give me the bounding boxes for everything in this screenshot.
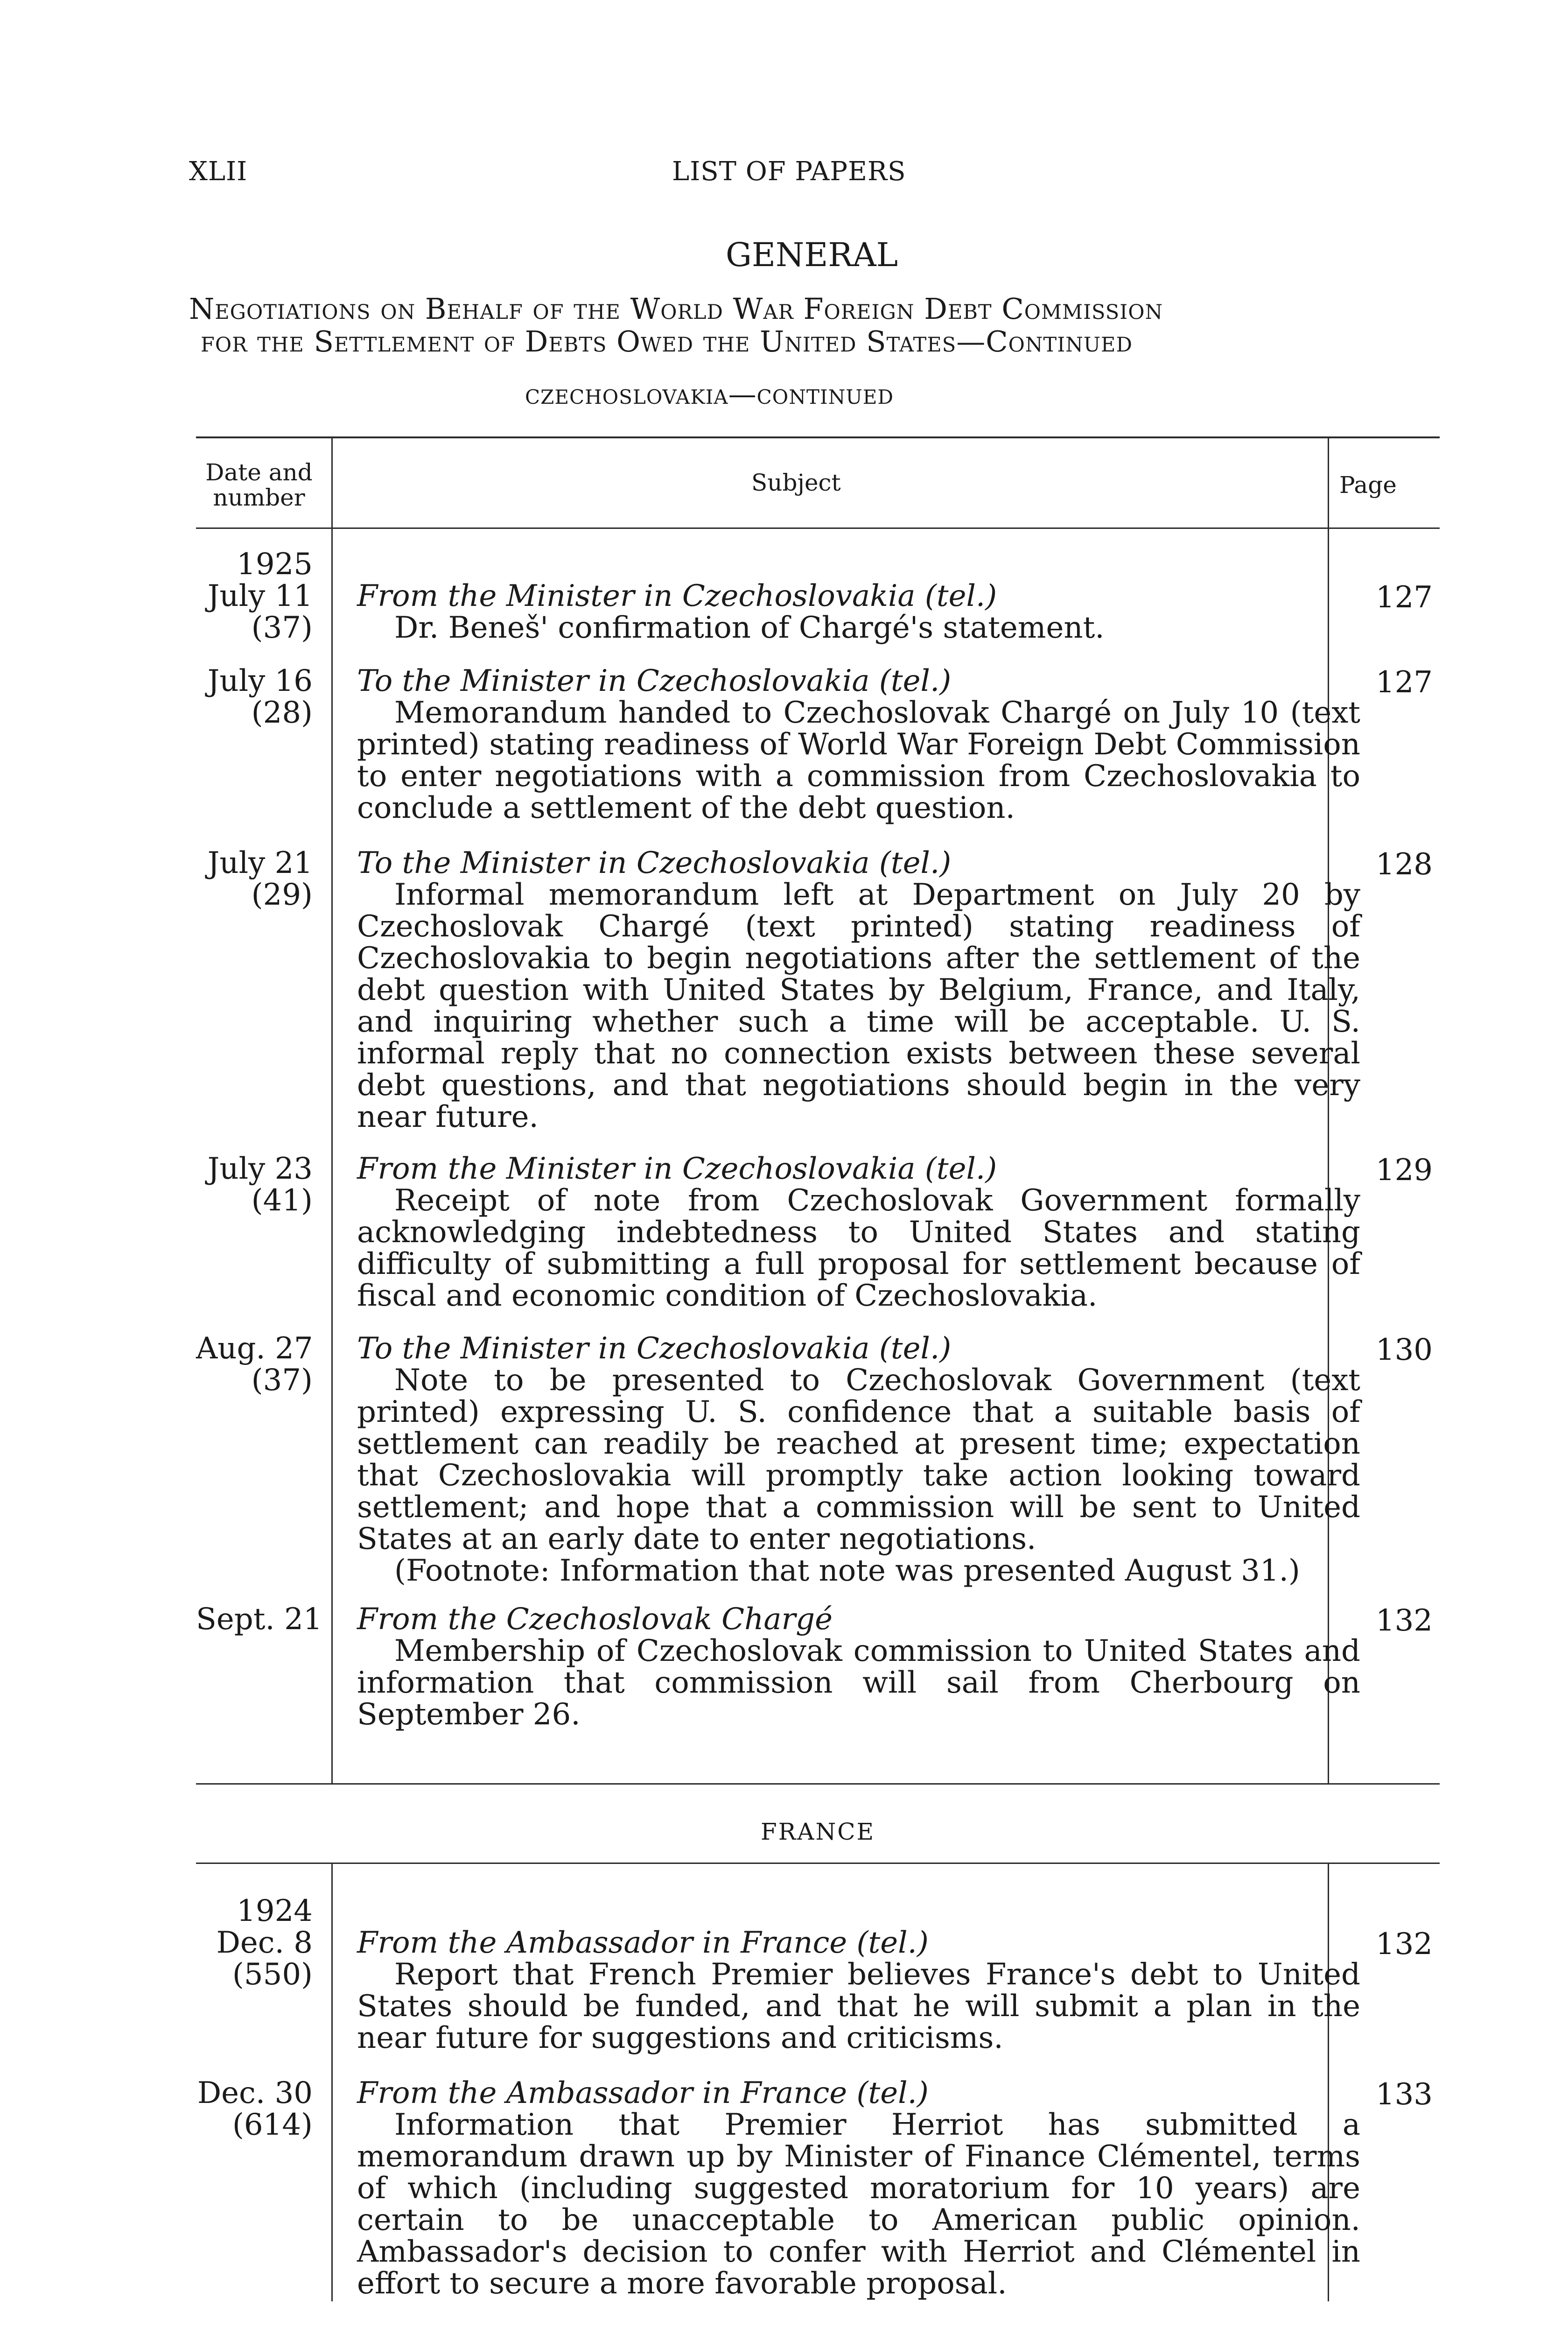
- entry-year: 1925: [237, 547, 313, 582]
- running-title: LIST OF PAPERS: [672, 156, 906, 187]
- column-header-page: Page: [1339, 471, 1397, 499]
- entry-date: [196, 847, 313, 911]
- entry-subject: [357, 580, 1360, 644]
- entry-title: From the Minister in Czechoslovakia (tel.): [357, 1152, 997, 1186]
- entry-day: July 11: [207, 579, 313, 613]
- entry-footnote: (Footnote: Information that note was presented August 31.): [394, 1554, 1300, 1588]
- entry-body: Receipt of note from Czechoslovak Government formally acknowledging indebtedness to United States and stating difficulty of submitting a full proposal for settlement because of fiscal and economic condition of Czechoslovakia.: [357, 1183, 1360, 1313]
- header-bottom-rule: [196, 527, 1440, 529]
- entry-date: [196, 2077, 313, 2141]
- entry-number: (37): [251, 611, 313, 645]
- entry-day: Sept. 21: [196, 1602, 322, 1637]
- entry-body: Memorandum handed to Czechoslovak Chargé on July 10 (text printed) stating readiness of World War Foreign Debt Commission to enter negotiations with a commission from Czechoslovakia to conclude a settlement of the debt question.: [357, 696, 1360, 825]
- column-header-date: Date and number: [205, 459, 313, 511]
- entry-page: 130: [1375, 1333, 1433, 1367]
- page-number: XLII: [189, 156, 248, 187]
- entry-number: (37): [251, 1363, 313, 1398]
- entry-page: 132: [1375, 1927, 1433, 1961]
- table-bottom-rule: [196, 1783, 1440, 1785]
- entry-page: 129: [1375, 1153, 1433, 1188]
- entry-body: Informal memorandum left at Department on July 20 by Czechoslovak Chargé (text printed) stating readiness of Czechoslovakia to begin negotiations after the settlement of the debt question with United States by Belgium, France, and Italy, and inquiring whether such a time will be acceptable. U. S. informal reply that no connection exists between these several debt questions, and that negotiations should begin in the very near future.: [357, 878, 1360, 1134]
- entry-subject: [357, 1153, 1360, 1312]
- entry-date: [196, 1895, 313, 1990]
- entry-day: July 21: [207, 846, 313, 880]
- entry-date: [196, 665, 313, 729]
- entry-day: Aug. 27: [196, 1331, 313, 1366]
- entry-date: [196, 1602, 322, 1637]
- entry-subject: [357, 1603, 1360, 1730]
- entry-title: From the Ambassador in France (tel.): [357, 2076, 929, 2110]
- section-title: GENERAL: [726, 236, 898, 274]
- section-subtitle-line2: for the Settlement of Debts Owed the United States—Continued: [201, 324, 1133, 359]
- column-header-subject: Subject: [751, 469, 841, 496]
- entry-number: (550): [232, 1957, 313, 1992]
- section-subtitle-line1: Negotiations on Behalf of the World War Foreign Debt Commission: [189, 292, 1163, 326]
- france-heading: FRANCE: [761, 1818, 875, 1845]
- entry-page: 132: [1375, 1603, 1433, 1638]
- entry-body: Report that French Premier believes France's debt to United States should be funded, and that he will submit a plan in the near future for suggestions and criticisms.: [357, 1957, 1360, 2055]
- france-top-rule: [196, 1863, 1440, 1864]
- table-top-rule: [196, 436, 1440, 438]
- entry-number: (614): [232, 2108, 313, 2142]
- entry-body: Note to be presented to Czechoslovak Government (text printed) expressing U. S. confidence that a suitable basis of settlement can readily be reached at present time; expectation that Czechoslovakia will promptly take action looking toward settlement; and hope that a commission will be sent to United States at an early date to enter negotiations.: [357, 1363, 1360, 1556]
- entry-title: To the Minister in Czechoslovakia (tel.): [357, 846, 952, 880]
- entry-body: Information that Premier Herriot has submitted a memorandum drawn up by Minister of Finance Clémentel, terms of which (including suggested moratorium for 10 years) are certain to be unacceptable to American public opinion. Ambassador's decision to confer with Herriot and Clémentel in effort to secure a more favorable proposal.: [357, 2108, 1360, 2301]
- entry-day: July 23: [207, 1152, 313, 1186]
- entry-page: 133: [1375, 2077, 1433, 2112]
- country-heading: czechoslovakia—continued: [525, 378, 894, 411]
- entry-date: [196, 548, 313, 644]
- entry-subject: [357, 847, 1360, 1133]
- entry-number: (28): [251, 696, 313, 730]
- entry-year: 1924: [237, 1894, 313, 1928]
- entry-title: To the Minister in Czechoslovakia (tel.): [357, 1331, 952, 1366]
- france-column-rule-left: [331, 1863, 333, 2301]
- entry-date: [196, 1153, 313, 1216]
- entry-number: (29): [251, 878, 313, 912]
- entry-page: 127: [1375, 580, 1433, 615]
- entry-page: 127: [1375, 665, 1433, 700]
- entry-day: Dec. 30: [197, 2076, 313, 2110]
- entry-title: From the Ambassador in France (tel.): [357, 1926, 929, 1960]
- entry-date: [196, 1333, 313, 1396]
- entry-body: Dr. Beneš' confirmation of Chargé's statement.: [394, 611, 1105, 645]
- entry-title: From the Minister in Czechoslovakia (tel.): [357, 579, 997, 613]
- entry-subject: [357, 1333, 1360, 1587]
- entry-day: July 16: [207, 664, 313, 698]
- entry-title: To the Minister in Czechoslovakia (tel.): [357, 664, 952, 698]
- column-rule-left: [331, 436, 333, 1783]
- entry-body: Membership of Czechoslovak commission to United States and information that commission will sail from Cherbourg on September 26.: [357, 1634, 1360, 1732]
- entry-page: 128: [1375, 847, 1433, 882]
- entry-day: Dec. 8: [216, 1926, 313, 1960]
- entry-subject: [357, 665, 1360, 824]
- entry-subject: [357, 1927, 1360, 2054]
- entry-number: (41): [251, 1183, 313, 1218]
- entry-title: From the Czechoslovak Chargé: [357, 1602, 833, 1637]
- entry-subject: [357, 2077, 1360, 2299]
